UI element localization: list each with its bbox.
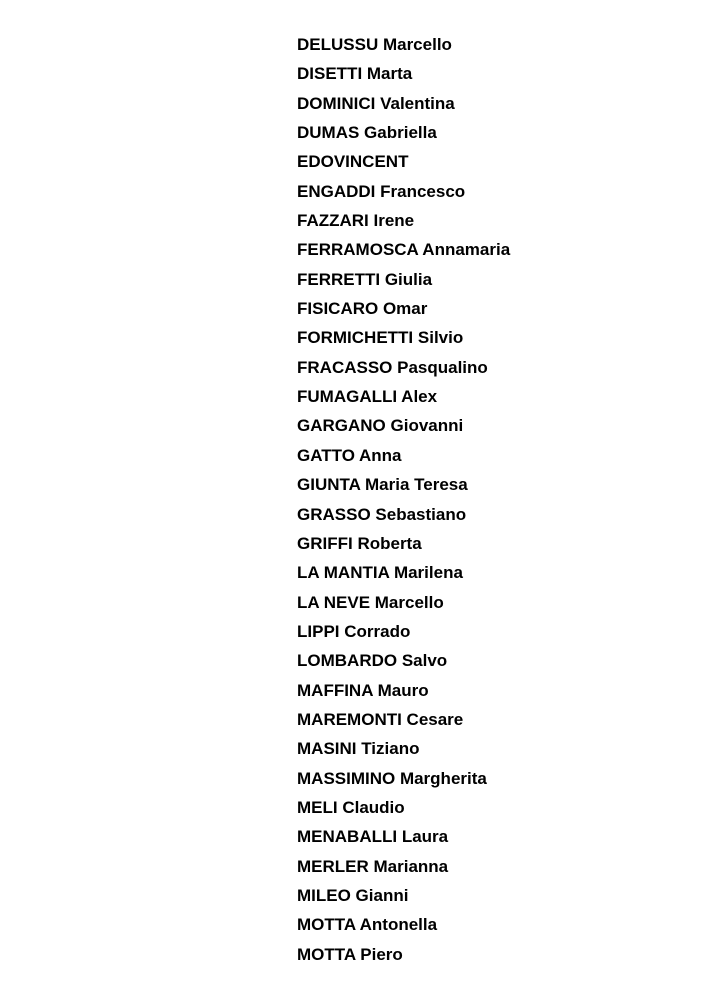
name-list	[297, 30, 510, 969]
name-entry: DELUSSU Marcello	[297, 35, 452, 54]
name-entry: MELI Claudio	[297, 797, 405, 817]
name-entry: FERRETTI Giulia	[297, 269, 433, 289]
name-entry: MOTTA Antonella	[297, 915, 438, 935]
name-entry: FISICARO Omar	[297, 299, 428, 319]
name-entry: MASSIMINO Margherita	[297, 768, 487, 788]
name-entry: MERLER Marianna	[297, 856, 449, 876]
name-entry: GRIFFI Roberta	[297, 533, 422, 553]
name-entry: GARGANO Giovanni	[297, 416, 464, 436]
name-entry: LIPPI Corrado	[297, 621, 411, 641]
name-entry: EDOVINCENT	[297, 152, 409, 172]
name-entry: LA NEVE Marcello	[297, 592, 444, 612]
name-entry: FORMICHETTI Silvio	[297, 328, 464, 348]
name-entry: LA MANTIA Marilena	[297, 563, 463, 583]
name-entry: DOMINICI Valentina	[297, 93, 455, 113]
name-entry: GRASSO Sebastiano	[297, 504, 467, 524]
name-entry: GIUNTA Maria Teresa	[297, 475, 468, 495]
name-entry: FRACASSO Pasqualino	[297, 357, 488, 377]
name-entry: MAFFINA Mauro	[297, 680, 429, 700]
name-entry: GATTO Anna	[297, 445, 402, 465]
name-entry: MOTTA Piero	[297, 944, 403, 964]
name-entry: MAREMONTI Cesare	[297, 709, 464, 729]
name-entry: FERRAMOSCA Annamaria	[297, 240, 511, 260]
name-entry: MILEO Gianni	[297, 885, 409, 905]
name-entry: MENABALLI Laura	[297, 827, 449, 847]
name-entry: ENGADDI Francesco	[297, 181, 466, 201]
name-entry: FAZZARI Irene	[297, 211, 415, 231]
name-entry: DUMAS Gabriella	[297, 123, 437, 143]
name-entry: FUMAGALLI Alex	[297, 387, 438, 407]
name-entry: DISETTI Marta	[297, 64, 413, 84]
name-entry: MASINI Tiziano	[297, 739, 420, 759]
name-entry: LOMBARDO Salvo	[297, 651, 448, 671]
